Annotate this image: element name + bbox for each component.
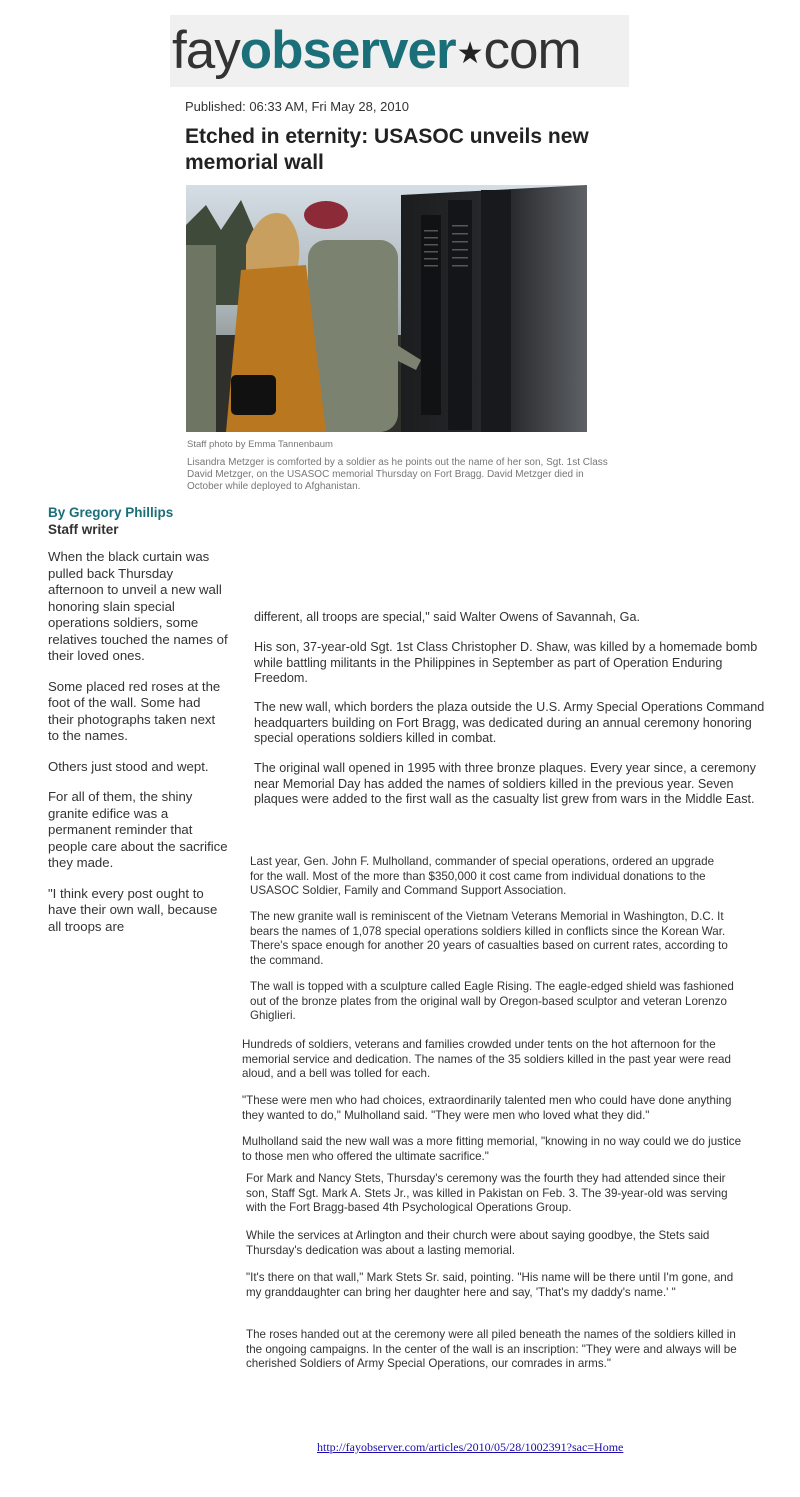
paragraph: Mulholland said the new wall was a more fitting memorial, "knowing in no way could we do justice to those men who offered the ultimate sacrifice." <box>242 1135 742 1163</box>
logo-star-icon: ★ <box>456 37 483 70</box>
photo-credit: Staff photo by Emma Tannenbaum <box>187 439 333 450</box>
source-url-link[interactable]: http://fayobserver.com/articles/2010/05/28/1002391?sac=Home <box>317 1440 624 1454</box>
author-name[interactable]: By Gregory Phillips <box>48 505 174 520</box>
paragraph: "It's there on that wall," Mark Stets Sr. said, pointing. "His name will be there until I'm gone, and my granddaughter can bring her daughter here and say, 'That's my daddy's name.' " <box>246 1271 734 1299</box>
logo-part-fay: fay <box>172 21 240 80</box>
article-photo <box>186 185 587 432</box>
published-date: Published: 06:33 AM, Fri May 28, 2010 <box>185 99 410 114</box>
paragraph: For Mark and Nancy Stets, Thursday's ceremony was the fourth they had attended since their son, Staff Sgt. Mark A. Stets Jr., was killed in Pakistan on Feb. 3. The 39-year-old was serving with the Fort Bragg-based 4th Psychological Operations Group. <box>246 1172 728 1215</box>
paragraph: Hundreds of soldiers, veterans and families crowded under tents on the hot afternoon for the memorial service and dedication. The names of the 35 soldiers killed in the past year were read aloud, and a bell was tolled for each. <box>242 1038 731 1081</box>
paragraph: His son, 37-year-old Sgt. 1st Class Christopher D. Shaw, was killed by a homemade bomb while battling militants in the Philippines in September as part of Operation Enduring Freedom. <box>254 640 758 686</box>
paragraph: When the black curtain was pulled back Thursday afternoon to unveil a new wall honoring slain special operations soldiers, some relatives touched the names of their loved ones. <box>48 549 228 663</box>
paragraph: While the services at Arlington and their church were about saying goodbye, the Stets said Thursday's dedication was about a lasting memorial. <box>246 1229 710 1257</box>
logo-part-observer: observer <box>239 21 456 80</box>
paragraph: The new granite wall is reminiscent of the Vietnam Veterans Memorial in Washington, D.C. It bears the names of 1,078 special operations soldiers killed in conflicts since the Korean War. There's space enough for another 20 years of casualties based on current rates, according to the command. <box>250 910 728 967</box>
masthead-logo[interactable] <box>170 15 629 87</box>
paragraph: The original wall opened in 1995 with three bronze plaques. Every year since, a ceremony near Memorial Day has added the names of soldiers killed in the previous year. Seven plaques were added to the first wall as the casualty list grew from wars in the Middle East. <box>254 761 756 807</box>
article-headline: Etched in eternity: USASOC unveils new memorial wall <box>185 125 589 174</box>
paragraph: "I think every post ought to have their own wall, because all troops are <box>48 885 218 934</box>
byline <box>48 504 173 538</box>
paragraph: Last year, Gen. John F. Mulholland, commander of special operations, ordered an upgrade for the wall. Most of the more than $350,000 it cost came from individual donations to the USASOC Soldier, Family and Command Support Association. <box>250 855 715 898</box>
photo-caption: Lisandra Metzger is comforted by a soldier as he points out the name of her son, Sgt. 1st Class David Metzger, on the USASOC memorial Thursday on Fort Bragg. David Metzger died in October while deployed to Afghanistan. <box>187 457 608 492</box>
paragraph: The wall is topped with a sculpture called Eagle Rising. The eagle-edged shield was fashioned out of the bronze plates from the original wall by Oregon-based sculptor and veteran Lorenzo Ghiglieri. <box>250 980 734 1023</box>
left-column <box>48 549 228 949</box>
paragraph: The roses handed out at the ceremony were all piled beneath the names of the soldiers killed in the ongoing campaigns. In the center of the wall is an inscription: "They were and always will be cherished Soldiers of Army Special Operations, our comrades in arms." <box>246 1328 737 1371</box>
logo-part-com: com <box>483 21 581 80</box>
paragraph: "These were men who had choices, extraordinarily talented men who could have done anything they wanted to do," Mulholland said. "They were men who loved what they did." <box>242 1094 732 1122</box>
paragraph: different, all troops are special," said Walter Owens of Savannah, Ga. <box>254 610 640 624</box>
paragraph: Others just stood and wept. <box>48 758 209 774</box>
author-role: Staff writer <box>48 522 119 537</box>
paragraph: For all of them, the shiny granite edifice was a permanent reminder that people care about the sacrifice they made. <box>48 789 228 870</box>
paragraph: Some placed red roses at the foot of the wall. Some had their photographs taken next to the names. <box>48 678 221 743</box>
paragraph: The new wall, which borders the plaza outside the U.S. Army Special Operations Command headquarters building on Fort Bragg, was dedicated during an annual ceremony honoring special operations soldiers killed in combat. <box>254 700 765 746</box>
